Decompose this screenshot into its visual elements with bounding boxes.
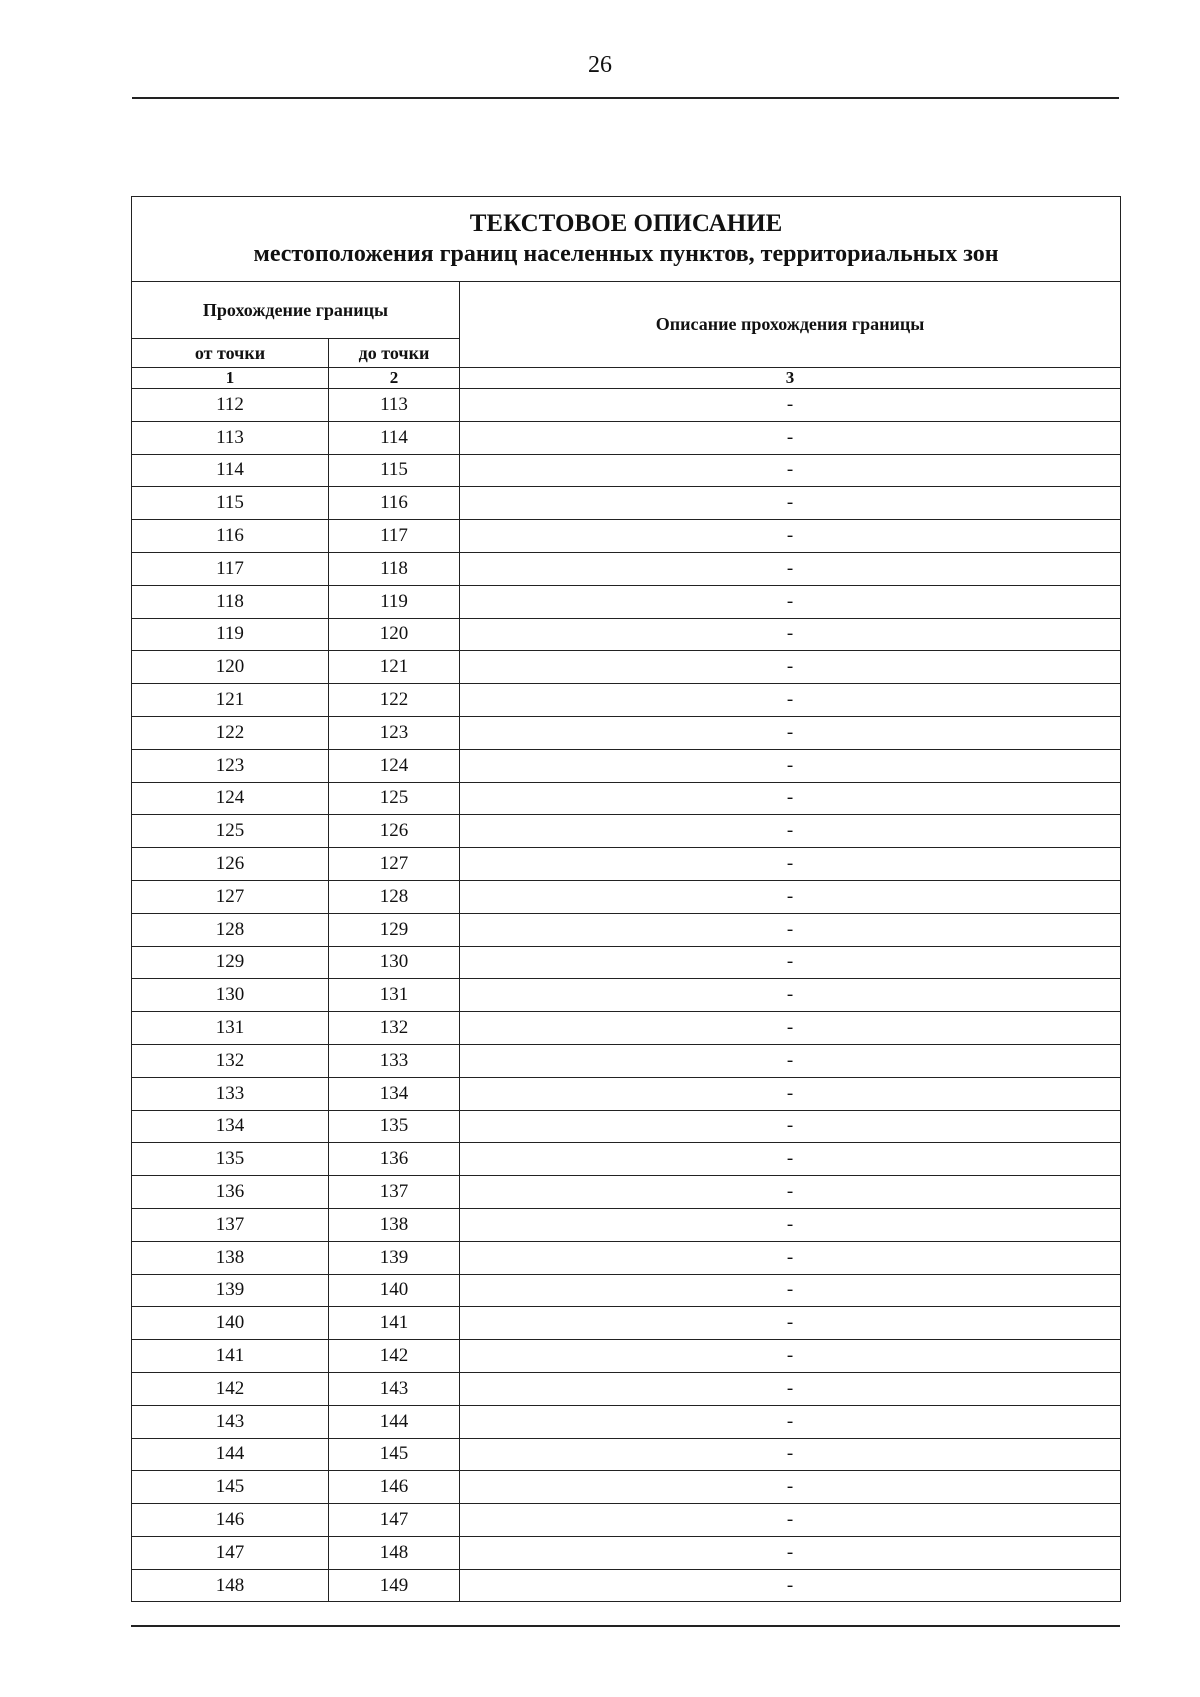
from-point-cell: 147 (132, 1536, 329, 1569)
title-row (132, 197, 1121, 282)
from-point-cell: 112 (132, 389, 329, 422)
table-row (132, 585, 1121, 618)
table-row (132, 1438, 1121, 1471)
to-point-cell: 117 (329, 520, 460, 553)
to-point-cell: 116 (329, 487, 460, 520)
from-point-cell: 131 (132, 1012, 329, 1045)
from-point-cell: 124 (132, 782, 329, 815)
table-row (132, 1536, 1121, 1569)
to-point-cell: 113 (329, 389, 460, 422)
from-point-cell: 125 (132, 815, 329, 848)
table-row (132, 1372, 1121, 1405)
description-cell: - (460, 684, 1121, 717)
table-row (132, 1569, 1121, 1602)
table-row (132, 454, 1121, 487)
to-point-cell: 120 (329, 618, 460, 651)
column-number-3: 3 (460, 368, 1121, 389)
header-divider (132, 97, 1119, 99)
from-point-cell: 128 (132, 913, 329, 946)
column-number-2: 2 (329, 368, 460, 389)
boundary-description-table (131, 196, 1121, 1602)
table-row (132, 1208, 1121, 1241)
from-point-cell: 138 (132, 1241, 329, 1274)
description-cell: - (460, 848, 1121, 881)
to-point-header: до точки (329, 339, 460, 368)
table-row (132, 1044, 1121, 1077)
description-cell: - (460, 651, 1121, 684)
description-cell: - (460, 749, 1121, 782)
from-point-cell: 142 (132, 1372, 329, 1405)
to-point-cell: 129 (329, 913, 460, 946)
to-point-cell: 125 (329, 782, 460, 815)
from-point-cell: 126 (132, 848, 329, 881)
description-cell: - (460, 1143, 1121, 1176)
table-row (132, 1504, 1121, 1537)
document-subtitle: местоположения границ населенных пунктов, территориальных зон (253, 241, 999, 267)
to-point-cell: 138 (329, 1208, 460, 1241)
description-cell: - (460, 1536, 1121, 1569)
table-row (132, 421, 1121, 454)
description-cell: - (460, 520, 1121, 553)
description-cell: - (460, 716, 1121, 749)
from-point-cell: 123 (132, 749, 329, 782)
table-row (132, 1012, 1121, 1045)
to-point-cell: 140 (329, 1274, 460, 1307)
table-row (132, 1307, 1121, 1340)
from-point-cell: 137 (132, 1208, 329, 1241)
to-point-cell: 122 (329, 684, 460, 717)
to-point-cell: 147 (329, 1504, 460, 1537)
from-point-cell: 114 (132, 454, 329, 487)
description-cell: - (460, 1405, 1121, 1438)
to-point-cell: 135 (329, 1110, 460, 1143)
from-point-cell: 127 (132, 880, 329, 913)
boundary-passage-header: Прохождение границы (132, 282, 460, 339)
from-point-cell: 146 (132, 1504, 329, 1537)
description-cell: - (460, 454, 1121, 487)
table-row (132, 1274, 1121, 1307)
to-point-cell: 137 (329, 1176, 460, 1209)
table-row (132, 749, 1121, 782)
table-row (132, 913, 1121, 946)
description-cell: - (460, 552, 1121, 585)
description-cell: - (460, 815, 1121, 848)
description-cell: - (460, 1077, 1121, 1110)
table-row (132, 651, 1121, 684)
to-point-cell: 133 (329, 1044, 460, 1077)
from-point-cell: 133 (132, 1077, 329, 1110)
description-cell: - (460, 1307, 1121, 1340)
from-point-cell: 119 (132, 618, 329, 651)
to-point-cell: 127 (329, 848, 460, 881)
document-title: ТЕКСТОВОЕ ОПИСАНИЕ (469, 210, 783, 237)
from-point-header: от точки (132, 339, 329, 368)
from-point-cell: 118 (132, 585, 329, 618)
description-cell: - (460, 1012, 1121, 1045)
description-cell: - (460, 1372, 1121, 1405)
from-point-cell: 145 (132, 1471, 329, 1504)
to-point-cell: 146 (329, 1471, 460, 1504)
from-point-cell: 134 (132, 1110, 329, 1143)
description-cell: - (460, 618, 1121, 651)
table-row (132, 848, 1121, 881)
table-row (132, 1241, 1121, 1274)
to-point-cell: 130 (329, 946, 460, 979)
from-point-cell: 148 (132, 1569, 329, 1602)
from-point-cell: 130 (132, 979, 329, 1012)
to-point-cell: 121 (329, 651, 460, 684)
from-point-cell: 143 (132, 1405, 329, 1438)
description-cell: - (460, 1340, 1121, 1373)
from-point-cell: 144 (132, 1438, 329, 1471)
to-point-cell: 141 (329, 1307, 460, 1340)
to-point-cell: 115 (329, 454, 460, 487)
table-row (132, 1176, 1121, 1209)
table-row (132, 618, 1121, 651)
from-point-cell: 136 (132, 1176, 329, 1209)
to-point-cell: 132 (329, 1012, 460, 1045)
description-cell: - (460, 1274, 1121, 1307)
header-row-group (132, 282, 1121, 339)
description-cell: - (460, 1110, 1121, 1143)
from-point-cell: 129 (132, 946, 329, 979)
column-number-row (132, 368, 1121, 389)
to-point-cell: 124 (329, 749, 460, 782)
description-cell: - (460, 487, 1121, 520)
table-row (132, 1471, 1121, 1504)
to-point-cell: 144 (329, 1405, 460, 1438)
description-cell: - (460, 1176, 1121, 1209)
description-cell: - (460, 585, 1121, 618)
to-point-cell: 136 (329, 1143, 460, 1176)
table-row (132, 1143, 1121, 1176)
from-point-cell: 139 (132, 1274, 329, 1307)
table-row (132, 716, 1121, 749)
description-cell: - (460, 1471, 1121, 1504)
table-row (132, 946, 1121, 979)
to-point-cell: 123 (329, 716, 460, 749)
column-number-1: 1 (132, 368, 329, 389)
to-point-cell: 131 (329, 979, 460, 1012)
to-point-cell: 134 (329, 1077, 460, 1110)
description-cell: - (460, 421, 1121, 454)
table-row (132, 815, 1121, 848)
description-cell: - (460, 946, 1121, 979)
from-point-cell: 122 (132, 716, 329, 749)
page-number: 26 (588, 52, 612, 78)
description-cell: - (460, 1569, 1121, 1602)
description-cell: - (460, 979, 1121, 1012)
from-point-cell: 132 (132, 1044, 329, 1077)
description-cell: - (460, 1504, 1121, 1537)
to-point-cell: 114 (329, 421, 460, 454)
to-point-cell: 145 (329, 1438, 460, 1471)
to-point-cell: 128 (329, 880, 460, 913)
from-point-cell: 121 (132, 684, 329, 717)
table-row (132, 520, 1121, 553)
to-point-cell: 149 (329, 1569, 460, 1602)
table-row (132, 880, 1121, 913)
table-row (132, 1110, 1121, 1143)
description-cell: - (460, 880, 1121, 913)
description-cell: - (460, 1438, 1121, 1471)
table-row (132, 684, 1121, 717)
table-row (132, 487, 1121, 520)
footer-divider (131, 1625, 1120, 1627)
from-point-cell: 120 (132, 651, 329, 684)
from-point-cell: 135 (132, 1143, 329, 1176)
description-cell: - (460, 782, 1121, 815)
from-point-cell: 141 (132, 1340, 329, 1373)
table-row (132, 1340, 1121, 1373)
table-row (132, 389, 1121, 422)
description-header: Описание прохождения границы (460, 282, 1121, 368)
to-point-cell: 126 (329, 815, 460, 848)
to-point-cell: 118 (329, 552, 460, 585)
table-row (132, 782, 1121, 815)
from-point-cell: 140 (132, 1307, 329, 1340)
to-point-cell: 139 (329, 1241, 460, 1274)
from-point-cell: 116 (132, 520, 329, 553)
table-row (132, 979, 1121, 1012)
description-cell: - (460, 1044, 1121, 1077)
table-row (132, 1077, 1121, 1110)
from-point-cell: 115 (132, 487, 329, 520)
to-point-cell: 119 (329, 585, 460, 618)
from-point-cell: 113 (132, 421, 329, 454)
description-cell: - (460, 389, 1121, 422)
table-row (132, 1405, 1121, 1438)
title-cell (132, 197, 1121, 282)
to-point-cell: 148 (329, 1536, 460, 1569)
to-point-cell: 142 (329, 1340, 460, 1373)
to-point-cell: 143 (329, 1372, 460, 1405)
description-cell: - (460, 913, 1121, 946)
from-point-cell: 117 (132, 552, 329, 585)
table-row (132, 552, 1121, 585)
description-cell: - (460, 1208, 1121, 1241)
description-cell: - (460, 1241, 1121, 1274)
